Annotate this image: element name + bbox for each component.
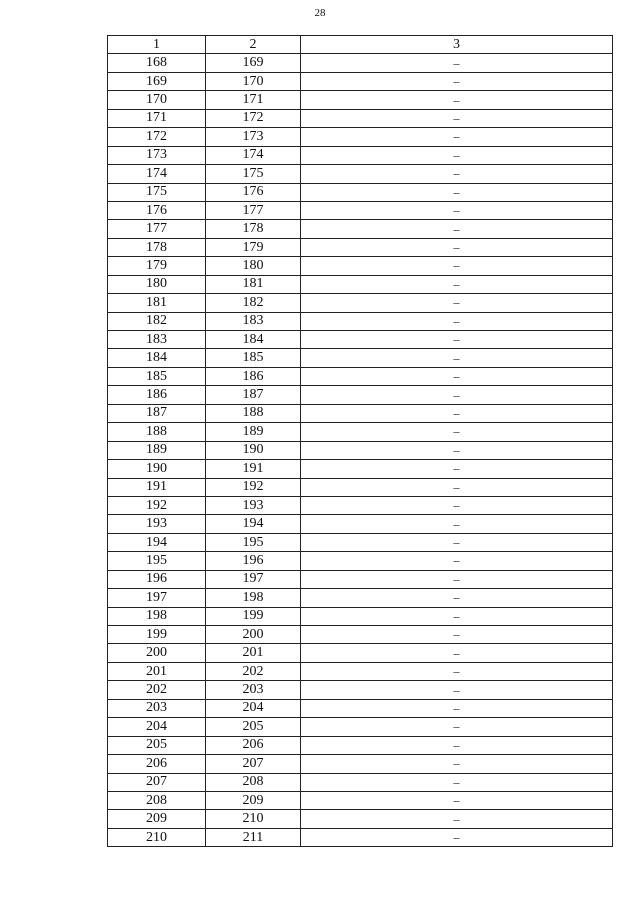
table-cell-col-3	[301, 791, 613, 809]
table-cell-col-3	[301, 54, 613, 72]
dash-value: –	[453, 424, 460, 439]
table-cell-col-2: 174	[206, 146, 301, 164]
dash-value: –	[453, 295, 460, 310]
table-row	[108, 718, 613, 736]
table-cell-col-1: 202	[108, 681, 206, 699]
table-row	[108, 367, 613, 385]
table-cell-col-3	[301, 367, 613, 385]
table-row	[108, 736, 613, 754]
table-row	[108, 662, 613, 680]
table-cell-col-2: 196	[206, 552, 301, 570]
table-row	[108, 441, 613, 459]
table-cell-col-3	[301, 72, 613, 90]
dash-value: –	[453, 535, 460, 550]
table-row	[108, 404, 613, 422]
table-cell-col-1: 177	[108, 220, 206, 238]
table-row	[108, 828, 613, 846]
dash-value: –	[453, 811, 460, 826]
dash-value: –	[453, 166, 460, 181]
table-cell-col-3	[301, 662, 613, 680]
table-cell-col-1: 197	[108, 589, 206, 607]
table-row	[108, 312, 613, 330]
table-cell-col-1: 169	[108, 72, 206, 90]
dash-value: –	[453, 553, 460, 568]
table-cell-col-1: 201	[108, 662, 206, 680]
table-row	[108, 626, 613, 644]
table-row	[108, 275, 613, 293]
table-cell-col-3	[301, 810, 613, 828]
table-row	[108, 146, 613, 164]
table-row	[108, 552, 613, 570]
table-row	[108, 791, 613, 809]
table-cell-col-1: 168	[108, 54, 206, 72]
table-cell-col-1: 199	[108, 626, 206, 644]
table-cell-col-2: 182	[206, 294, 301, 312]
data-table	[107, 35, 613, 847]
header-row	[108, 36, 613, 54]
table-cell-col-3	[301, 201, 613, 219]
table-cell-col-1: 180	[108, 275, 206, 293]
table-cell-col-3	[301, 312, 613, 330]
table-row	[108, 681, 613, 699]
table-cell-col-2: 193	[206, 496, 301, 514]
table-cell-col-3	[301, 607, 613, 625]
dash-value: –	[453, 793, 460, 808]
table-cell-col-2: 202	[206, 662, 301, 680]
table-cell-col-2: 210	[206, 810, 301, 828]
table-cell-col-2: 207	[206, 755, 301, 773]
table-cell-col-2: 180	[206, 257, 301, 275]
table-cell-col-1: 189	[108, 441, 206, 459]
table-cell-col-1: 175	[108, 183, 206, 201]
table-cell-col-2: 186	[206, 367, 301, 385]
table-row	[108, 386, 613, 404]
dash-value: –	[453, 590, 460, 605]
table-cell-col-1: 188	[108, 423, 206, 441]
dash-value: –	[453, 498, 460, 513]
table-cell-col-3	[301, 681, 613, 699]
table-cell-col-2: 206	[206, 736, 301, 754]
table-cell-col-3	[301, 423, 613, 441]
dash-value: –	[453, 313, 460, 328]
dash-value: –	[453, 147, 460, 162]
table-cell-col-1: 207	[108, 773, 206, 791]
table-cell-col-1: 195	[108, 552, 206, 570]
table-cell-col-3	[301, 773, 613, 791]
dash-value: –	[453, 258, 460, 273]
dash-value: –	[453, 719, 460, 734]
table-cell-col-1: 206	[108, 755, 206, 773]
table-cell-col-2: 183	[206, 312, 301, 330]
dash-value: –	[453, 682, 460, 697]
table-row	[108, 478, 613, 496]
dash-value: –	[453, 516, 460, 531]
table-cell-col-1: 193	[108, 515, 206, 533]
table-cell-col-2: 172	[206, 109, 301, 127]
table-cell-col-2: 198	[206, 589, 301, 607]
table-cell-col-1: 174	[108, 165, 206, 183]
dash-value: –	[453, 276, 460, 291]
table-row	[108, 294, 613, 312]
dash-value: –	[453, 129, 460, 144]
table-row	[108, 128, 613, 146]
table-row	[108, 72, 613, 90]
table-cell-col-3	[301, 515, 613, 533]
table-cell-col-3	[301, 699, 613, 717]
table-cell-col-2: 197	[206, 570, 301, 588]
table-cell-col-3	[301, 146, 613, 164]
page-number: 28	[314, 7, 326, 19]
table-cell-col-3	[301, 496, 613, 514]
table-row	[108, 165, 613, 183]
table-row	[108, 183, 613, 201]
dash-value: –	[453, 387, 460, 402]
dash-value: –	[453, 110, 460, 125]
table-cell-col-1: 173	[108, 146, 206, 164]
table-cell-col-2: 211	[206, 828, 301, 846]
table-cell-col-1: 203	[108, 699, 206, 717]
dash-value: –	[453, 369, 460, 384]
table-cell-col-1: 196	[108, 570, 206, 588]
table-cell-col-3	[301, 386, 613, 404]
table-cell-col-1: 170	[108, 91, 206, 109]
table-row	[108, 54, 613, 72]
dash-value: –	[453, 571, 460, 586]
table-cell-col-2: 187	[206, 386, 301, 404]
table-cell-col-1: 204	[108, 718, 206, 736]
table-cell-col-1: 183	[108, 331, 206, 349]
dash-value: –	[453, 92, 460, 107]
table-cell-col-1: 192	[108, 496, 206, 514]
table-row	[108, 755, 613, 773]
dash-value: –	[453, 830, 460, 845]
table-cell-col-2: 184	[206, 331, 301, 349]
table-cell-col-1: 185	[108, 367, 206, 385]
table-header	[108, 36, 613, 54]
table-cell-col-3	[301, 349, 613, 367]
table-cell-col-2: 173	[206, 128, 301, 146]
dash-value: –	[453, 332, 460, 347]
table-cell-col-3	[301, 460, 613, 478]
table-row	[108, 238, 613, 256]
dash-value: –	[453, 461, 460, 476]
dash-value: –	[453, 221, 460, 236]
table-cell-col-3	[301, 238, 613, 256]
table-cell-col-1: 190	[108, 460, 206, 478]
table-cell-col-2: 195	[206, 533, 301, 551]
table-cell-col-1: 208	[108, 791, 206, 809]
table-cell-col-3	[301, 404, 613, 422]
table-cell-col-2: 171	[206, 91, 301, 109]
table-cell-col-1: 181	[108, 294, 206, 312]
table-cell-col-3	[301, 552, 613, 570]
table-cell-col-2: 175	[206, 165, 301, 183]
table-cell-col-1: 178	[108, 238, 206, 256]
table-cell-col-1: 191	[108, 478, 206, 496]
table-cell-col-1: 209	[108, 810, 206, 828]
dash-value: –	[453, 350, 460, 365]
dash-value: –	[453, 645, 460, 660]
table-cell-col-3	[301, 183, 613, 201]
table-cell-col-3	[301, 589, 613, 607]
table-row	[108, 570, 613, 588]
table-cell-col-3	[301, 109, 613, 127]
table-cell-col-1: 179	[108, 257, 206, 275]
table-cell-col-2: 169	[206, 54, 301, 72]
table-cell-col-1: 198	[108, 607, 206, 625]
dash-value: –	[453, 627, 460, 642]
table-row	[108, 257, 613, 275]
dash-value: –	[453, 700, 460, 715]
table-cell-col-2: 188	[206, 404, 301, 422]
table-cell-col-1: 187	[108, 404, 206, 422]
table-cell-col-1: 186	[108, 386, 206, 404]
table-row	[108, 331, 613, 349]
table-cell-col-3	[301, 165, 613, 183]
table-cell-col-2: 200	[206, 626, 301, 644]
table-cell-col-2: 190	[206, 441, 301, 459]
table-cell-col-2: 176	[206, 183, 301, 201]
dash-value: –	[453, 405, 460, 420]
table-cell-col-1: 184	[108, 349, 206, 367]
table-cell-col-2: 185	[206, 349, 301, 367]
column-header-2: 2	[206, 36, 301, 54]
table-cell-col-3	[301, 626, 613, 644]
table-cell-col-3	[301, 294, 613, 312]
table-row	[108, 644, 613, 662]
table-cell-col-3	[301, 718, 613, 736]
table-cell-col-1: 176	[108, 201, 206, 219]
dash-value: –	[453, 608, 460, 623]
column-header-1: 1	[108, 36, 206, 54]
table-cell-col-1: 194	[108, 533, 206, 551]
table-cell-col-3	[301, 478, 613, 496]
dash-value: –	[453, 74, 460, 89]
table-row	[108, 533, 613, 551]
table-row	[108, 460, 613, 478]
table-row	[108, 423, 613, 441]
table-cell-col-2: 194	[206, 515, 301, 533]
dash-value: –	[453, 479, 460, 494]
table-cell-col-3	[301, 533, 613, 551]
dash-value: –	[453, 55, 460, 70]
table-cell-col-2: 178	[206, 220, 301, 238]
table-cell-col-2: 170	[206, 72, 301, 90]
table-row	[108, 109, 613, 127]
dash-value: –	[453, 774, 460, 789]
table-row	[108, 607, 613, 625]
table-cell-col-2: 205	[206, 718, 301, 736]
table-cell-col-2: 203	[206, 681, 301, 699]
table-cell-col-2: 208	[206, 773, 301, 791]
table-cell-col-3	[301, 828, 613, 846]
table-cell-col-2: 209	[206, 791, 301, 809]
table-cell-col-3	[301, 570, 613, 588]
table-cell-col-2: 191	[206, 460, 301, 478]
table-cell-col-1: 210	[108, 828, 206, 846]
dash-value: –	[453, 737, 460, 752]
table-cell-col-3	[301, 441, 613, 459]
dash-value: –	[453, 756, 460, 771]
table-cell-col-2: 179	[206, 238, 301, 256]
table-row	[108, 773, 613, 791]
table-cell-col-3	[301, 755, 613, 773]
dash-value: –	[453, 184, 460, 199]
table-cell-col-1: 171	[108, 109, 206, 127]
table-row	[108, 201, 613, 219]
table-cell-col-2: 201	[206, 644, 301, 662]
dash-value: –	[453, 240, 460, 255]
table-cell-col-2: 181	[206, 275, 301, 293]
dash-value: –	[453, 442, 460, 457]
table-cell-col-2: 192	[206, 478, 301, 496]
dash-value: –	[453, 664, 460, 679]
table-cell-col-1: 182	[108, 312, 206, 330]
table-cell-col-3	[301, 644, 613, 662]
table-cell-col-2: 177	[206, 201, 301, 219]
column-header-3: 3	[301, 36, 613, 54]
table-cell-col-1: 205	[108, 736, 206, 754]
table-cell-col-3	[301, 257, 613, 275]
table-row	[108, 349, 613, 367]
table-cell-col-3	[301, 331, 613, 349]
table-row	[108, 589, 613, 607]
table-cell-col-2: 199	[206, 607, 301, 625]
table-cell-col-3	[301, 128, 613, 146]
table-row	[108, 496, 613, 514]
table-cell-col-3	[301, 220, 613, 238]
dash-value: –	[453, 203, 460, 218]
table-cell-col-3	[301, 736, 613, 754]
table-body	[108, 54, 613, 847]
table-cell-col-1: 200	[108, 644, 206, 662]
table-row	[108, 515, 613, 533]
table-cell-col-2: 204	[206, 699, 301, 717]
table-row	[108, 810, 613, 828]
table-cell-col-1: 172	[108, 128, 206, 146]
table-row	[108, 699, 613, 717]
table-cell-col-2: 189	[206, 423, 301, 441]
table-row	[108, 91, 613, 109]
table-cell-col-3	[301, 275, 613, 293]
table-row	[108, 220, 613, 238]
table-cell-col-3	[301, 91, 613, 109]
